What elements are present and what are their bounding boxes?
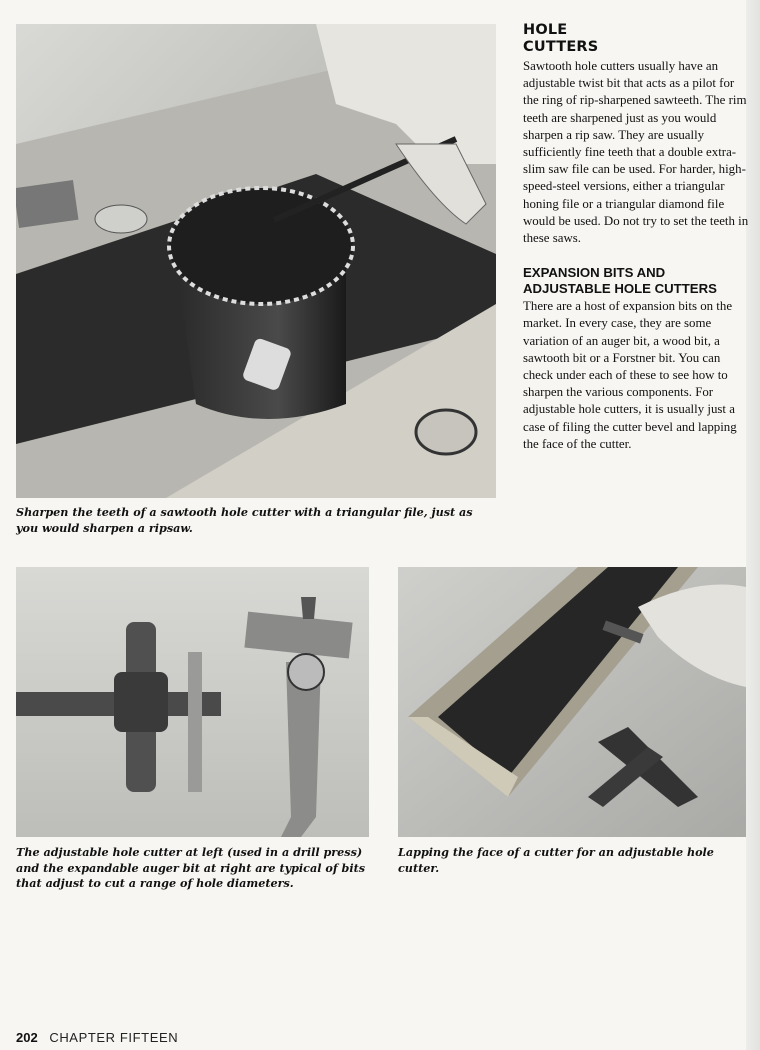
article-column: [523, 22, 751, 453]
body-paragraph: There are a host of expansion bits on the market. In every case, they are some variation of an auger bit, a wood bit, a sawtooth bit or a Forstner bit. You can check under each of these to see how to sharpen the various components. For adjustable hole cutters, it is usually just a case of filing the cutter bevel and lapping the face of the cutter.: [523, 299, 737, 451]
section-heading: HOLE CUTTERS: [523, 22, 599, 55]
figure-caption: The adjustable hole cutter at left (used in a drill press) and the expandable auger bit at right are typical of bits that adjust to cut a range of hole diameters.: [16, 845, 366, 890]
photo-lapping-cutter: [398, 567, 746, 837]
chapter-label: CHAPTER FIFTEEN: [49, 1030, 179, 1045]
figure-caption: Sharpen the teeth of a sawtooth hole cutter with a triangular file, just as you would sharpen a ripsaw.: [16, 505, 473, 535]
subsection-heading: EXPANSION BITS AND ADJUSTABLE HOLE CUTTERS: [523, 265, 717, 297]
page-footer: [16, 1030, 178, 1045]
figure-caption: Lapping the face of a cutter for an adjustable hole cutter.: [398, 845, 714, 875]
photo-sawtooth-hole-cutter: [16, 24, 496, 498]
body-paragraph: Sawtooth hole cutters usually have an adjustable twist bit that acts as a pilot for the ring of rip-sharpened sawteeth. The rim teeth are sharpened just as you would sharpen a rip saw. They are usually sufficiently fine teeth that a double extra-slim saw file can be used. For harder, high-speed-steel versions, either a triangular honing file or a triangular diamond file would be used. Do not try to set the teeth in these saws.: [523, 59, 749, 246]
page-number: 202: [16, 1030, 38, 1045]
photo-adjustable-bits: [16, 567, 369, 837]
